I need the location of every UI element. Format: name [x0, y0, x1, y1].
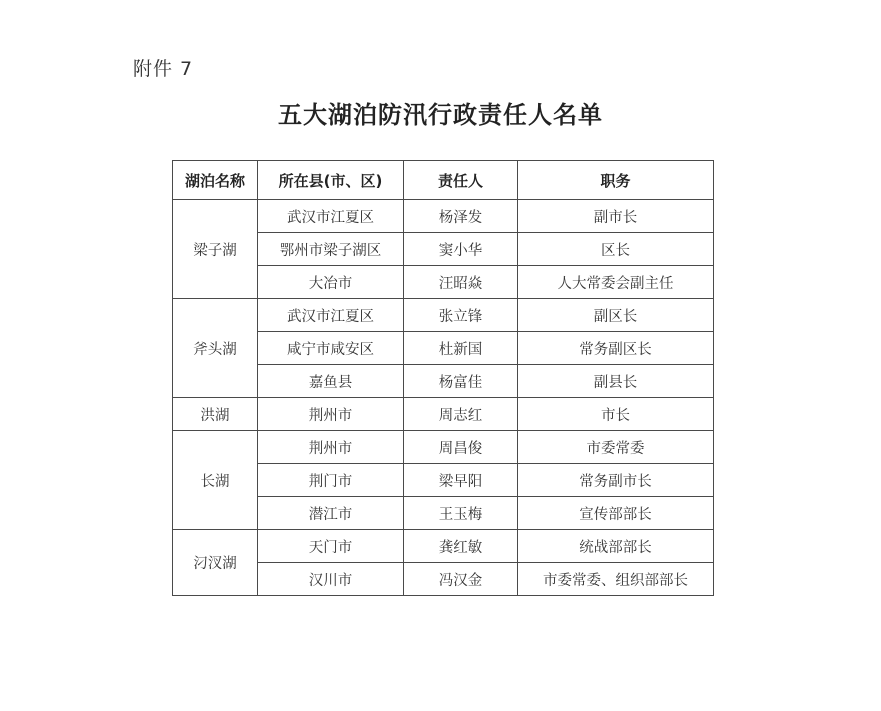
person-cell: 冯汉金 [404, 563, 518, 596]
position-cell: 副县长 [518, 365, 714, 398]
lake-name-cell: 洪湖 [173, 398, 258, 431]
position-cell: 宣传部部长 [518, 497, 714, 530]
county-cell: 武汉市江夏区 [258, 299, 404, 332]
county-cell: 嘉鱼县 [258, 365, 404, 398]
table-row [173, 431, 714, 464]
person-cell: 杜新国 [404, 332, 518, 365]
table-row [173, 299, 714, 332]
position-cell: 市长 [518, 398, 714, 431]
county-cell: 鄂州市梁子湖区 [258, 233, 404, 266]
person-cell: 窦小华 [404, 233, 518, 266]
county-cell: 荆州市 [258, 431, 404, 464]
person-cell: 杨富佳 [404, 365, 518, 398]
table-row [173, 530, 714, 563]
position-cell: 市委常委 [518, 431, 714, 464]
table-header-row [173, 161, 714, 200]
header-position: 职务 [518, 161, 714, 200]
county-cell: 荆州市 [258, 398, 404, 431]
person-cell: 王玉梅 [404, 497, 518, 530]
county-cell: 荆门市 [258, 464, 404, 497]
county-cell: 潜江市 [258, 497, 404, 530]
person-cell: 张立锋 [404, 299, 518, 332]
position-cell: 统战部部长 [518, 530, 714, 563]
county-cell: 天门市 [258, 530, 404, 563]
position-cell: 常务副市长 [518, 464, 714, 497]
position-cell: 副市长 [518, 200, 714, 233]
lake-name-cell: 梁子湖 [173, 200, 258, 299]
person-cell: 周志红 [404, 398, 518, 431]
header-responsible-person: 责任人 [404, 161, 518, 200]
position-cell: 市委常委、组织部部长 [518, 563, 714, 596]
county-cell: 汉川市 [258, 563, 404, 596]
lake-name-cell: 斧头湖 [173, 299, 258, 398]
table-row [173, 398, 714, 431]
page-title: 五大湖泊防汛行政责任人名单 [278, 101, 603, 129]
responsibility-table [172, 160, 714, 596]
county-cell: 武汉市江夏区 [258, 200, 404, 233]
person-cell: 杨泽发 [404, 200, 518, 233]
person-cell: 龚红敏 [404, 530, 518, 563]
position-cell: 常务副区长 [518, 332, 714, 365]
header-lake-name: 湖泊名称 [173, 161, 258, 200]
lake-name-cell: 长湖 [173, 431, 258, 530]
county-cell: 咸宁市咸安区 [258, 332, 404, 365]
person-cell: 周昌俊 [404, 431, 518, 464]
table-row [173, 200, 714, 233]
position-cell: 区长 [518, 233, 714, 266]
attachment-label: 附件 7 [133, 58, 194, 80]
header-county: 所在县(市、区) [258, 161, 404, 200]
position-cell: 副区长 [518, 299, 714, 332]
person-cell: 汪昭焱 [404, 266, 518, 299]
position-cell: 人大常委会副主任 [518, 266, 714, 299]
person-cell: 梁早阳 [404, 464, 518, 497]
lake-name-cell: 汈汊湖 [173, 530, 258, 596]
county-cell: 大冶市 [258, 266, 404, 299]
